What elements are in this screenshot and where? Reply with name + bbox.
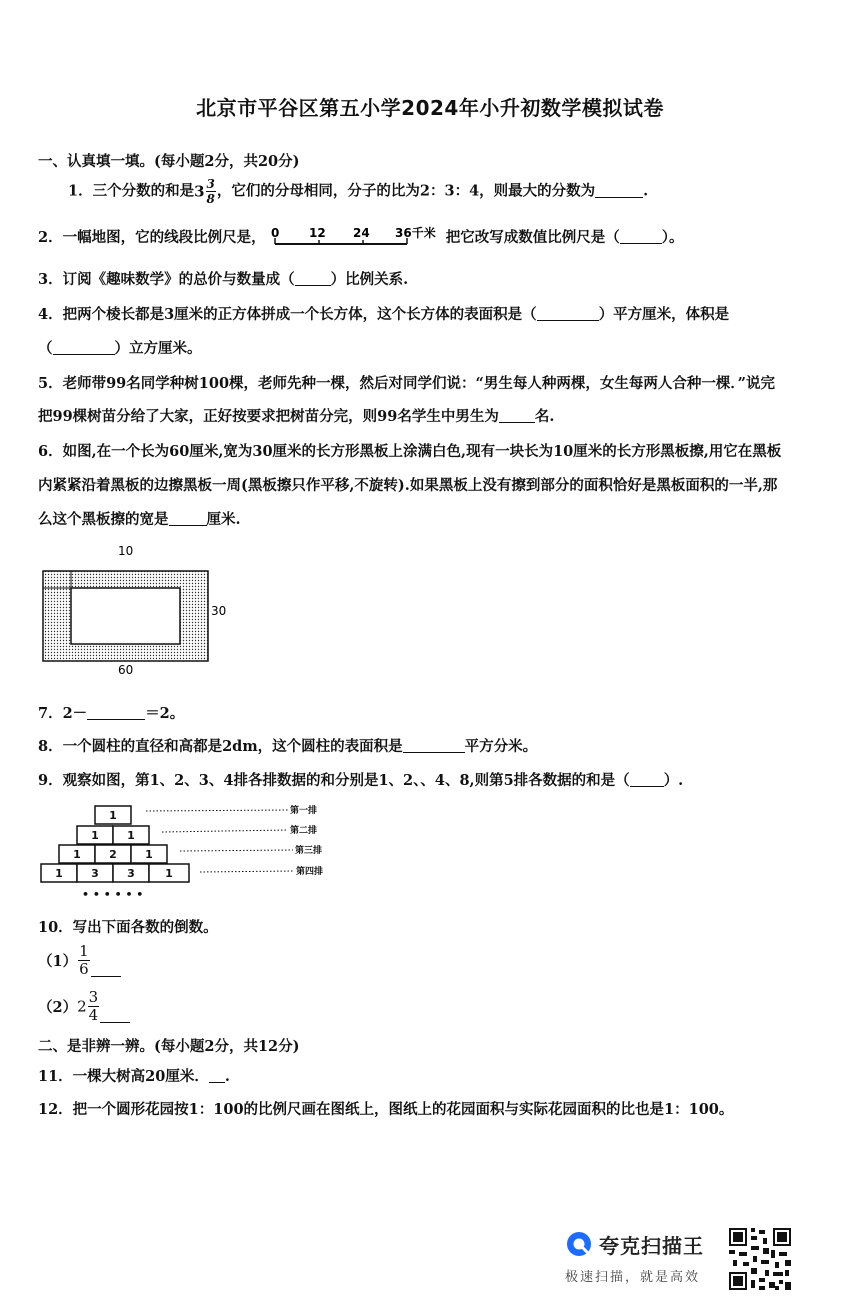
- q7-text-pre: 7．2－: [38, 705, 88, 722]
- q1-text-post: ，它们的分母相同，分子的比为2：3：4，则最大的分数为: [216, 182, 596, 200]
- question-5-line-2: [38, 405, 554, 426]
- q1-answer-blank[interactable]: [595, 183, 643, 198]
- question-5-line-1: 5．老师带99名同学种树100棵，老师先种一棵，然后对同学们说：“男生每人种两棵，女生每两人合种一棵．”说完: [38, 375, 775, 392]
- q10-part-2: [38, 990, 130, 1023]
- q10-p2-fraction: [88, 990, 100, 1023]
- scale-label-12: 12: [308, 226, 326, 240]
- q9-text-pre: 9．观察如图，第1、2、3、4排各排数据的和分别是1、2、、4、8,则第5排各数据的和是（: [38, 772, 630, 789]
- scale-label-24: 24: [352, 226, 370, 240]
- row-label-2: 第二排: [290, 826, 318, 836]
- q8-text-end: 平方分米。: [464, 738, 538, 755]
- q2-text-pre: 2．一幅地图，它的线段比例尺是，: [38, 229, 266, 246]
- cell-row3-2-value: 2: [109, 848, 117, 861]
- q6-line3-end: 厘米.: [206, 511, 241, 528]
- q1-mixed-whole: 3: [194, 182, 205, 201]
- brand-tagline: 极速扫描，就是高效: [565, 1270, 701, 1285]
- q10-p1-numerator: 1: [79, 942, 89, 960]
- q10-p2-label: （2）: [38, 999, 78, 1016]
- q2-text-post: 把它改写成数值比例尺是（: [445, 229, 620, 246]
- q3-text-pre: 3．订阅《趣味数学》的总价与数量成（: [38, 271, 295, 288]
- q9-answer-blank[interactable]: [630, 772, 664, 787]
- q1-fraction-numerator: 3: [206, 177, 215, 191]
- question-1: [68, 178, 648, 205]
- q4-volume-blank[interactable]: [53, 340, 115, 355]
- section-2-header: 二、是非辨一辨。(每小题2分，共12分): [38, 1038, 300, 1055]
- q10-p1-fraction: [78, 944, 90, 977]
- scanner-brand-watermark: [565, 1228, 725, 1294]
- qr-code-icon: [727, 1226, 793, 1292]
- cell-row2-1-value: 1: [91, 829, 99, 842]
- question-3: [38, 268, 408, 289]
- question-11: [38, 1065, 230, 1086]
- q10-p1-label: （1）: [38, 953, 78, 970]
- scale-label-36: 36千米: [394, 226, 436, 240]
- fig-label-bottom: 60: [118, 663, 134, 677]
- row-label-4: 第四排: [296, 867, 324, 877]
- fig-label-right: 30: [211, 604, 227, 618]
- q10-p1-denominator: 6: [79, 960, 89, 978]
- q5-answer-blank[interactable]: [499, 408, 535, 423]
- fig-label-top: 10: [118, 544, 134, 558]
- q11-text: 11．一棵大树高20厘米．: [38, 1068, 209, 1085]
- q3-text-end: ）比例关系.: [330, 271, 409, 288]
- q1-text-pre: 1．三个分数的和是: [68, 182, 195, 200]
- q4-line2-post: ）立方厘米。: [114, 340, 202, 357]
- question-12: 12．把一个圆形花园按1：100的比例尺画在图纸上，图纸上的花园面积与实际花园面积的比也是1：100。: [38, 1101, 734, 1118]
- scale-bar-graphic: [271, 226, 441, 250]
- scale-label-0: 0: [270, 226, 280, 240]
- question-6-line-3: [38, 508, 241, 529]
- brand-name: 夸克扫描王: [599, 1234, 704, 1258]
- cell-row4-1-value: 1: [55, 867, 63, 880]
- cell-row2-2-value: 1: [127, 829, 135, 842]
- row-label-3: 第三排: [295, 846, 323, 856]
- q2-answer-blank[interactable]: [620, 229, 662, 244]
- question-10: 10．写出下面各数的倒数。: [38, 919, 218, 936]
- blackboard-inner: [71, 588, 180, 644]
- q6-answer-blank[interactable]: [169, 511, 207, 526]
- q5-line2-text: 把99棵树苗分给了大家，正好按要求把树苗分完，则99名学生中男生为: [38, 408, 499, 425]
- triangle-continuation-dots: • • • • • •: [82, 888, 144, 901]
- cell-row3-1-value: 1: [73, 848, 81, 861]
- q10-p2-answer-blank[interactable]: [100, 1008, 130, 1023]
- section-1-header: 一、认真填一填。(每小题2分，共20分): [38, 153, 300, 170]
- q4-line2-pre: （: [38, 340, 53, 357]
- q7-text-end: ＝2。: [145, 705, 185, 722]
- q4-text-pre: 4．把两个棱长都是3厘米的正方体拼成一个长方体，这个长方体的表面积是（: [38, 306, 537, 323]
- number-triangle-figure: [38, 800, 358, 904]
- question-4-line-1: [38, 303, 729, 324]
- blackboard-figure: [38, 540, 238, 680]
- cell-row4-2-value: 3: [91, 867, 99, 880]
- cell-row3-3-value: 1: [145, 848, 153, 861]
- q4-text-post: ）平方厘米，体积是: [598, 306, 730, 323]
- q10-p2-whole: 2: [77, 997, 87, 1016]
- cell-row4-3-value: 3: [127, 867, 135, 880]
- q5-line2-end: 名.: [534, 408, 555, 425]
- q6-line3-text: 么这个黑板擦的宽是: [38, 511, 169, 528]
- q2-text-end: ）。: [661, 229, 684, 246]
- q1-fraction-denominator: 8: [206, 192, 215, 206]
- q8-text-pre: 8．一个圆柱的直径和高都是2dm，这个圆柱的表面积是: [38, 738, 403, 755]
- q11-answer-blank[interactable]: [209, 1068, 225, 1083]
- q10-p2-denominator: 4: [88, 1006, 99, 1024]
- question-8: [38, 735, 537, 756]
- line-scale-bar: [271, 226, 441, 250]
- question-6-line-2: 内紧紧沿着黑板的边擦黑板一周(黑板擦只作平移,不旋转).如果黑板上没有擦到部分的面积恰好是黑板面积的一半,那: [38, 477, 778, 494]
- question-4-line-2: [38, 337, 202, 358]
- q3-answer-blank[interactable]: [295, 271, 331, 286]
- q7-answer-blank[interactable]: [87, 705, 145, 720]
- page-title: 北京市平谷区第五小学2024年小升初数学模拟试卷: [196, 96, 664, 120]
- question-6-line-1: 6．如图,在一个长为60厘米,宽为30厘米的长方形黑板上涂满白色,现有一块长为10厘米的长方形黑板擦,用它在黑板: [38, 443, 782, 460]
- cell-row4-4-value: 1: [165, 867, 173, 880]
- question-7: [38, 702, 184, 723]
- cell-row1-1-value: 1: [109, 809, 117, 822]
- q1-fraction: [206, 178, 216, 205]
- q10-p2-numerator: 3: [88, 988, 99, 1006]
- q8-answer-blank[interactable]: [403, 738, 465, 753]
- question-9: [38, 769, 683, 790]
- q10-p1-answer-blank[interactable]: [91, 962, 121, 977]
- q10-part-1: [38, 944, 121, 977]
- q11-text-end: .: [224, 1068, 230, 1085]
- q1-text-end: .: [643, 182, 649, 200]
- q9-text-end: ）.: [663, 772, 684, 789]
- row-label-1: 第一排: [290, 806, 318, 816]
- question-2: [38, 226, 683, 250]
- brand-logo-icon: [565, 1230, 593, 1258]
- q4-area-blank[interactable]: [537, 306, 599, 321]
